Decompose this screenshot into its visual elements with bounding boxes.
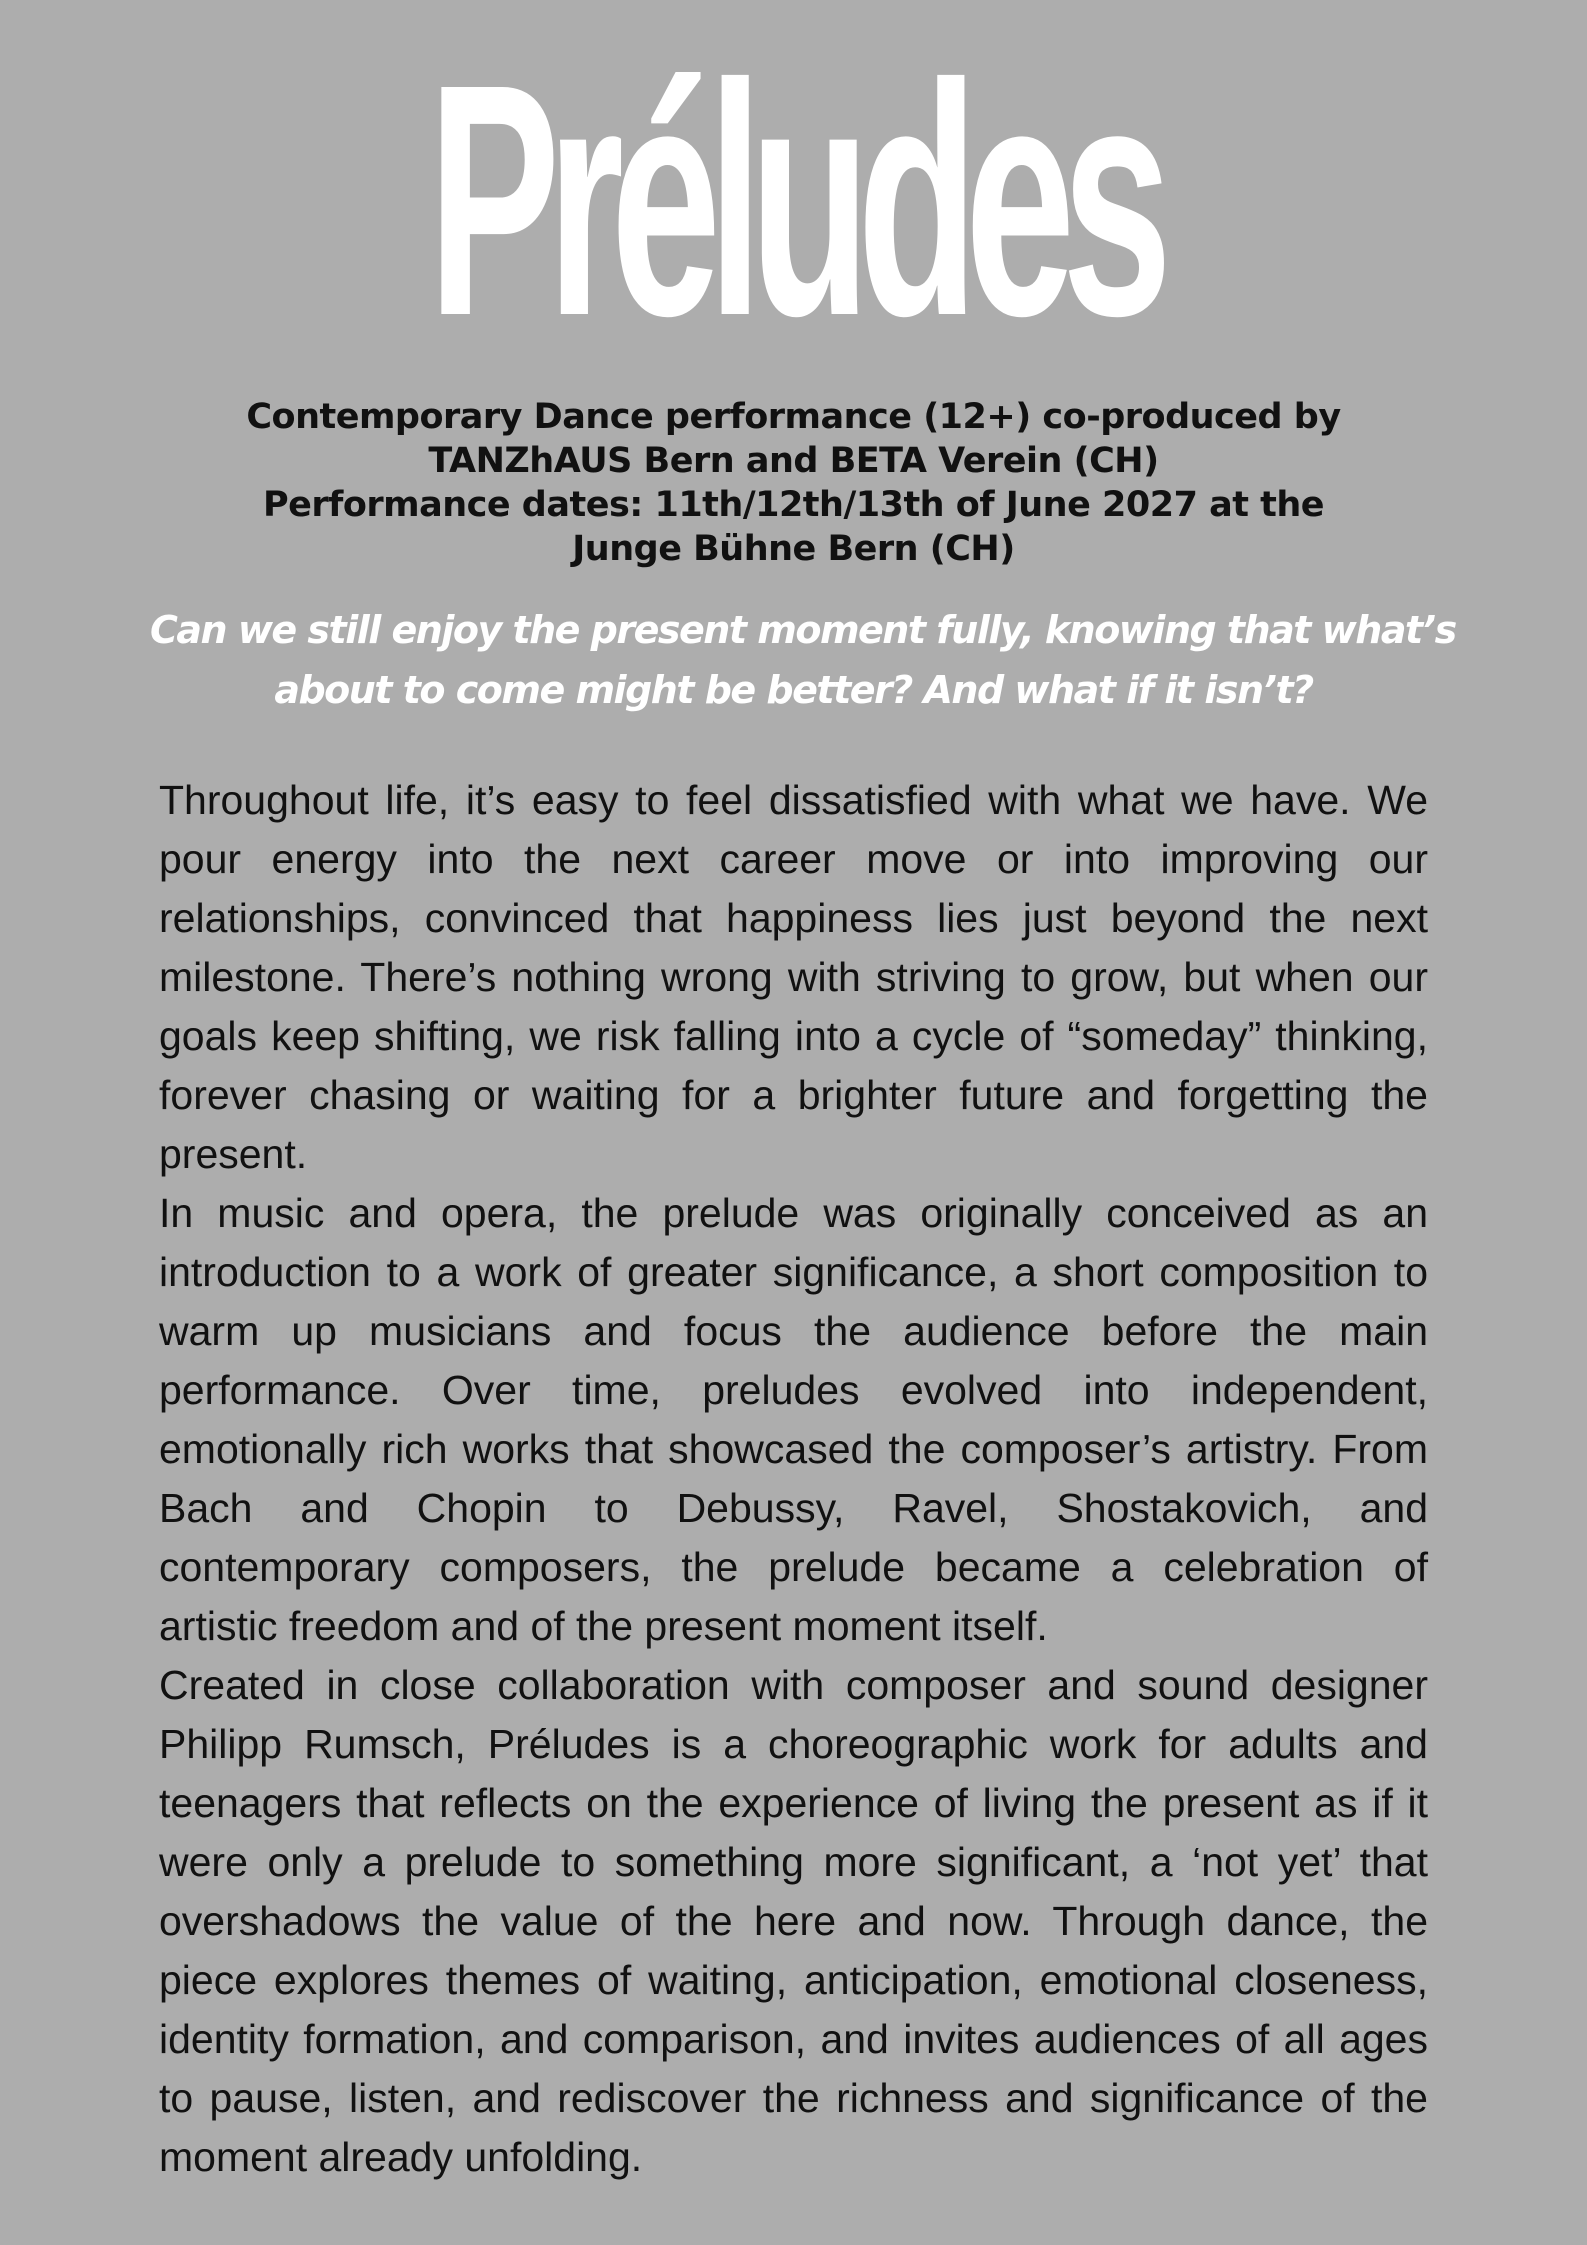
tagline-line: Can we still enjoy the present moment fully, knowing that what’s [150, 608, 1456, 652]
tagline-question [150, 600, 1456, 720]
production-info [150, 395, 1437, 571]
body-paragraph: In music and opera, the prelude was originally conceived as an introduction to a work of greater significance, a short composition to warm up musicians and focus the audience before the main performance. Over time, preludes evolved into independent, emotionally rich works that showcased the composer’s artistry. From Bach and Chopin to Debussy, Ravel, Shostakovich, and contemporary composers, the prelude became a celebration of artistic freedom and of the present moment itself. [159, 1190, 1428, 1649]
production-info-line: Performance dates: 11th/12th/13th of June 2027 at the [262, 485, 1325, 525]
production-info-line: Contemporary Dance performance (12+) co-produced by [246, 397, 1341, 437]
body-text [159, 771, 1428, 2187]
body-paragraph: Created in close collaboration with composer and sound designer Philipp Rumsch, Préludes is a choreographic work for adults and teenagers that reflects on the experience of living the present as if it were only a prelude to something more significant, a ‘not yet’ that overshadows the value of the here and now. Through dance, the piece explores themes of waiting, anticipation, emotional closeness, identity formation, and comparison, and invites audiences of all ages to pause, listen, and rediscover the richness and significance of the moment already unfolding. [159, 1662, 1428, 2180]
body-paragraph: Throughout life, it’s easy to feel dissatisfied with what we have. We pour energy into the next career move or into improving our relationships, convinced that happiness lies just beyond the next milestone. There’s nothing wrong with striving to grow, but when our goals keep shifting, we risk falling into a cycle of “someday” thinking, forever chasing or waiting for a brighter future and forgetting the present. [159, 777, 1428, 1177]
page-title: Préludes [428, 15, 1159, 384]
tagline-line: about to come might be better? And what if it isn’t? [274, 668, 1313, 712]
production-info-line: TANZhAUS Bern and BETA Verein (CH) [428, 441, 1159, 481]
production-info-line: Junge Bühne Bern (CH) [572, 529, 1015, 569]
